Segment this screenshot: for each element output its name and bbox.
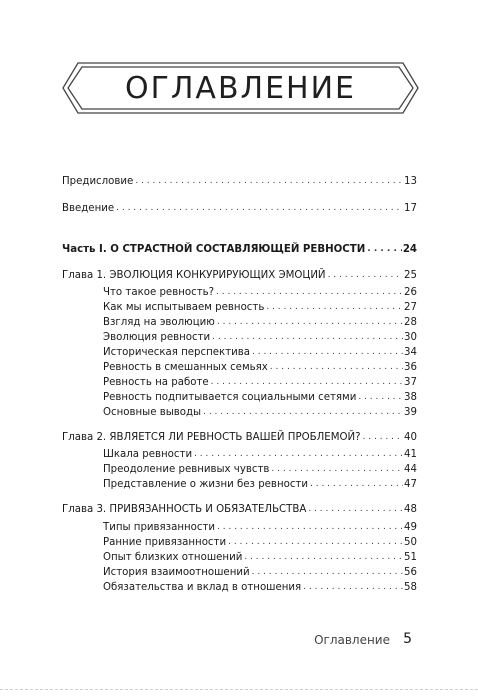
toc-entry-preface[interactable] <box>62 175 417 188</box>
dot-leader <box>367 243 402 256</box>
toc-entry-chapter-2[interactable] <box>62 431 417 444</box>
dot-leader <box>328 269 403 282</box>
toc-entry-section[interactable] <box>103 346 417 359</box>
dot-leader <box>211 376 403 389</box>
toc-entry-label: Предисловие <box>62 176 134 187</box>
toc-entry-label: Основные выводы <box>103 407 202 418</box>
toc-entry-label: Шкала ревности <box>103 449 193 460</box>
dot-leader <box>135 175 403 188</box>
dot-leader <box>310 478 403 491</box>
toc-entry-label: Ревность на работе <box>103 377 209 388</box>
toc-entry-label: Глава 2. ЯВЛЯЕТСЯ ЛИ РЕВНОСТЬ ВАШЕЙ ПРОБЛЕМОЙ? <box>62 432 361 443</box>
dot-leader <box>252 346 403 359</box>
toc-entry-page: 36 <box>404 362 417 373</box>
toc-entry-label: История взаимоотношений <box>103 567 250 578</box>
toc-entry-page: 13 <box>404 176 417 187</box>
dot-leader <box>358 391 403 404</box>
page-title: ОГЛАВЛЕНИЕ <box>124 70 357 106</box>
toc-entry-page: 48 <box>404 504 417 515</box>
toc-entry-label: Что такое ревность? <box>103 287 215 298</box>
toc-entry-page: 26 <box>404 287 417 298</box>
toc-entry-section[interactable] <box>103 581 417 594</box>
toc-entry-chapter-3[interactable] <box>62 503 417 516</box>
toc-entry-label: Ранние привязанности <box>103 537 227 548</box>
toc-entry-page: 49 <box>404 522 417 533</box>
toc-entry-page: 34 <box>404 347 417 358</box>
toc-entry-label: Типы привязанности <box>103 522 216 533</box>
dot-leader <box>217 316 403 329</box>
toc-entry-chapter-1[interactable] <box>62 269 417 282</box>
toc-entry-page: 50 <box>404 537 417 548</box>
toc-entry-section[interactable] <box>103 566 417 579</box>
dot-leader <box>303 581 403 594</box>
toc-entry-section[interactable] <box>103 331 417 344</box>
dot-leader <box>228 536 403 549</box>
toc-entry-page: 30 <box>404 332 417 343</box>
toc-entry-page: 27 <box>404 302 417 313</box>
running-footer-title: Оглавление <box>314 633 390 647</box>
dot-leader <box>217 521 403 534</box>
toc-entry-label: Глава 3. ПРИВЯЗАННОСТЬ И ОБЯЗАТЕЛЬСТВА <box>62 504 307 515</box>
toc-entry-page: 37 <box>404 377 417 388</box>
toc-entry-section[interactable] <box>103 463 417 476</box>
toc-entry-label: Взгляд на эволюцию <box>103 317 215 328</box>
toc-entry-label: Историческая перспектива <box>103 347 251 358</box>
toc-entry-label: Ревность подпитывается социальными сетями <box>103 392 357 403</box>
toc-entry-introduction[interactable] <box>62 202 417 215</box>
toc-entry-page: 56 <box>404 567 417 578</box>
toc-entry-label: Как мы испытываем ревность <box>103 302 265 313</box>
toc-entry-section[interactable] <box>103 286 417 299</box>
toc-entry-label: Преодоление ревнивых чувств <box>103 464 270 475</box>
toc-entry-label: Эволюция ревности <box>103 332 211 343</box>
dot-leader <box>252 566 403 579</box>
dot-leader <box>194 448 403 461</box>
toc-entry-page: 41 <box>404 449 417 460</box>
toc-entry-section[interactable] <box>103 521 417 534</box>
toc-entry-section[interactable] <box>103 551 417 564</box>
dot-leader <box>216 286 403 299</box>
toc-entry-section[interactable] <box>103 448 417 461</box>
toc-entry-section[interactable] <box>103 376 417 389</box>
toc-entry-section[interactable] <box>103 361 417 374</box>
toc-entry-page: 47 <box>404 479 417 490</box>
toc-entry-section[interactable] <box>103 301 417 314</box>
toc-entry-page: 58 <box>404 582 417 593</box>
toc-entry-page: 44 <box>404 464 417 475</box>
dot-leader <box>271 463 403 476</box>
dot-leader <box>244 551 403 564</box>
toc-entry-part-1[interactable] <box>62 243 417 256</box>
toc-entry-label: Обязательства и вклад в отношения <box>103 582 302 593</box>
page-number: 5 <box>403 631 412 647</box>
dot-leader <box>203 406 403 419</box>
toc-entry-section[interactable] <box>103 316 417 329</box>
toc-entry-page: 25 <box>404 270 417 281</box>
toc-entry-page: 39 <box>404 407 417 418</box>
toc-entry-page: 51 <box>404 552 417 563</box>
toc-entry-label: Представление о жизни без ревности <box>103 479 308 490</box>
dot-leader <box>116 202 403 215</box>
toc-entry-page: 28 <box>404 317 417 328</box>
dot-leader <box>266 301 403 314</box>
toc-entry-section[interactable] <box>103 391 417 404</box>
toc-entry-label: Опыт близких отношений <box>103 552 243 563</box>
toc-entry-label: Часть I. О СТРАСТНОЙ СОСТАВЛЯЮЩЕЙ РЕВНОСТИ <box>62 244 366 255</box>
toc-entry-page: 40 <box>404 432 417 443</box>
toc-entry-label: Введение <box>62 203 115 214</box>
title-banner <box>62 62 419 114</box>
toc-entry-page: 24 <box>402 244 417 255</box>
toc-entry-label: Ревность в смешанных семьях <box>103 362 268 373</box>
toc-entry-label: Глава 1. ЭВОЛЮЦИЯ КОНКУРИРУЮЩИХ ЭМОЦИЙ <box>62 270 326 281</box>
toc-entry-page: 17 <box>404 203 417 214</box>
dot-leader <box>363 431 403 444</box>
dot-leader <box>270 361 403 374</box>
dot-leader <box>308 503 403 516</box>
toc-entry-section[interactable] <box>103 406 417 419</box>
toc-entry-section[interactable] <box>103 536 417 549</box>
dot-leader <box>212 331 403 344</box>
toc-entry-section[interactable] <box>103 478 417 491</box>
toc-entry-page: 38 <box>404 392 417 403</box>
scan-edge-line <box>0 689 478 691</box>
